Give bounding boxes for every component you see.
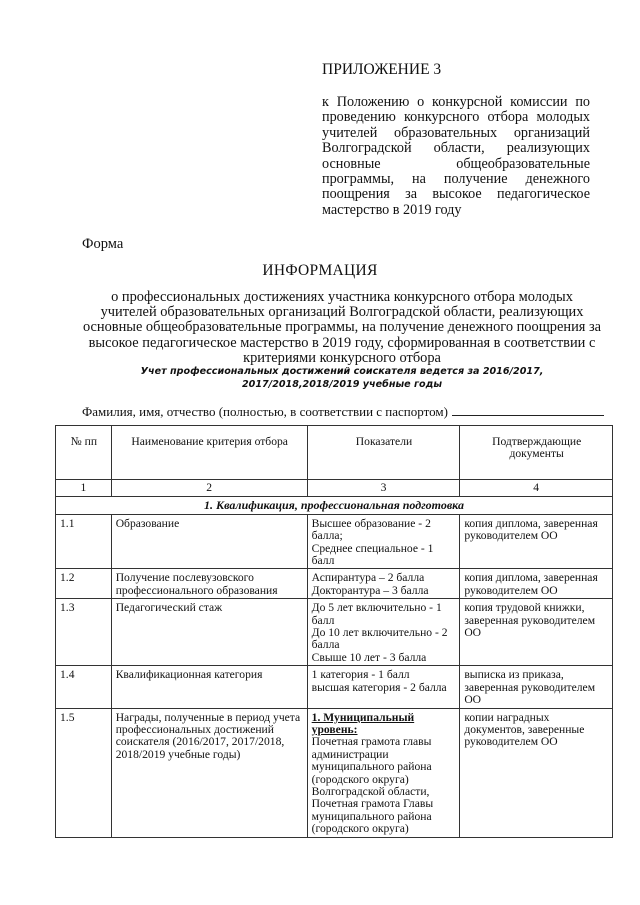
indicator-line: До 5 лет включительно - 1 балл	[311, 601, 442, 627]
fio-field	[82, 404, 604, 420]
row-indicators	[307, 708, 460, 837]
indicator-line: До 10 лет включительно - 2 балла	[311, 626, 448, 652]
section-row	[56, 497, 613, 514]
indicator-line: Почетная грамота главы администрации муниципального района (городского округа)	[311, 735, 432, 786]
row-number: 1.5	[56, 708, 112, 837]
header-criterion: Наименование критерия отбора	[111, 426, 307, 480]
table-row	[56, 708, 613, 837]
indicator-line: высшая категория - 2 балла	[311, 680, 447, 694]
row-documents: копии наградных документов, заверенные руководителем ОО	[460, 708, 613, 837]
header-indicators: Показатели	[307, 426, 460, 480]
indicator-line: Среднее специальное - 1 балл	[311, 541, 434, 568]
row-number: 1.1	[56, 514, 112, 569]
row-indicators	[307, 599, 460, 666]
table-row	[56, 599, 613, 666]
form-label: Форма	[82, 236, 124, 252]
row-documents: копия диплома, заверенная руководителем ОО	[460, 514, 613, 569]
table-header-row	[56, 426, 613, 480]
indicator-line: Высшее образование - 2 балла;	[311, 516, 431, 543]
accounting-note: Учет профессиональных достижений соискателя ведется за 2016/2017, 2017/2018,2018/2019 учебные годы	[140, 366, 544, 390]
row-indicators	[307, 514, 460, 569]
row-number: 1.4	[56, 666, 112, 708]
header-documents: Подтверждающие документы	[460, 426, 613, 480]
row-number: 1.2	[56, 569, 112, 599]
appendix-subtitle: к Положению о конкурсной комиссии по проведению конкурсного отбора молодых учителей образовательных организаций Волгоградской области, реализующих основные общеобразовательные программы, на получение денежного поощрения за высокое педагогическое мастерство в 2019 году	[322, 94, 590, 218]
indicator-line: Волгоградской области,	[311, 784, 430, 798]
document-title: ИНФОРМАЦИЯ	[262, 262, 378, 279]
indicator-line: Свыше 10 лет - 3 балла	[311, 650, 427, 664]
row-indicators	[307, 569, 460, 599]
document-description: о профессиональных достижениях участника конкурсного отбора молодых учителей образовательных организаций Волгоградской области, реализующих основные общеобразовательные программы, на получение денежного поощрения за высокое педагогическое мастерство в 2019 году, сформированная в соответствии с критериями конкурсного отбора	[82, 289, 602, 366]
row-documents: выписка из приказа, заверенная руководителем ОО	[460, 666, 613, 708]
table-row	[56, 514, 613, 569]
table-row	[56, 569, 613, 599]
row-criterion: Образование	[111, 514, 307, 569]
column-number: 4	[460, 480, 613, 497]
indicator-line: Аспирантура – 2 балла	[311, 571, 425, 585]
row-indicators	[307, 666, 460, 708]
row-number: 1.3	[56, 599, 112, 666]
column-number: 3	[307, 480, 460, 497]
section-title: 1. Квалификация, профессиональная подготовка	[56, 497, 613, 514]
fio-blank-line[interactable]	[452, 405, 604, 416]
row-criterion: Награды, полученные в период учета профессиональных достижений соискателя (2016/2017, 2017/2018, 2018/2019 учебные годы)	[111, 708, 307, 837]
indicator-line: Почетная грамота Главы муниципального района (городского округа)	[311, 797, 434, 836]
column-number-row	[56, 480, 613, 497]
indicator-line: Докторантура – 3 балла	[311, 583, 429, 597]
column-number: 1	[56, 480, 112, 497]
header-number: № пп	[56, 426, 112, 480]
row-criterion: Педагогический стаж	[111, 599, 307, 666]
criteria-table	[55, 425, 613, 838]
indicator-heading: 1. Муниципальный уровень:	[311, 710, 415, 736]
row-documents: копия диплома, заверенная руководителем ОО	[460, 569, 613, 599]
indicator-line: 1 категория - 1 балл	[311, 668, 410, 682]
column-number: 2	[111, 480, 307, 497]
appendix-title: ПРИЛОЖЕНИЕ 3	[322, 61, 442, 78]
row-criterion: Квалификационная категория	[111, 666, 307, 708]
row-criterion: Получение послевузовского профессионального образования	[111, 569, 307, 599]
table-row	[56, 666, 613, 708]
row-documents: копия трудовой книжки, заверенная руководителем ОО	[460, 599, 613, 666]
fio-label: Фамилия, имя, отчество (полностью, в соответствии с паспортом)	[82, 404, 448, 419]
